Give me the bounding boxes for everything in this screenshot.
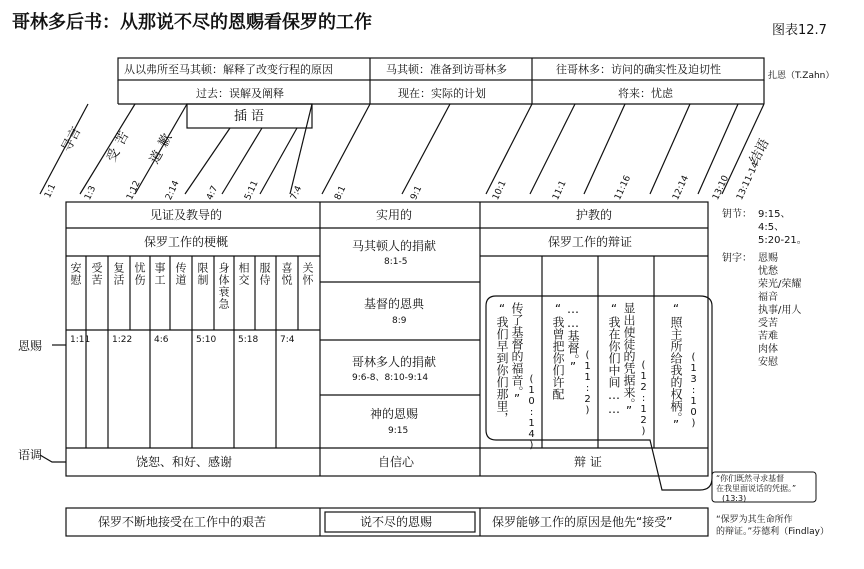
verse-ref: 1:3 bbox=[83, 184, 99, 202]
column-label: 身体衰急 bbox=[217, 262, 230, 310]
key-word: 忧愁 bbox=[758, 266, 778, 277]
column-label: 服侍 bbox=[258, 262, 271, 286]
middle-item-ref: 8:9 bbox=[392, 316, 407, 326]
top-row2-cell: 将来：忧虑 bbox=[618, 87, 673, 100]
section-head-practical: 实用的 bbox=[376, 208, 413, 222]
column-label: 传道 bbox=[174, 262, 187, 286]
quote-ref: (11:2) bbox=[582, 350, 593, 416]
key-word: 荣光/荣耀 bbox=[758, 279, 802, 290]
column-label: 复活 bbox=[112, 262, 125, 286]
quote-ref: (12:12) bbox=[638, 360, 649, 437]
verse-ref: 10:1 bbox=[491, 179, 509, 202]
middle-item-ref: 8:1-5 bbox=[384, 257, 408, 267]
top-row1-cell: 往哥林多：访问的确实性及迫切性 bbox=[556, 63, 721, 76]
quote-ref: (10:14) bbox=[526, 374, 537, 451]
verse-ref: 9:1 bbox=[409, 184, 425, 202]
slant-label-intro: 导言 bbox=[59, 124, 85, 155]
key-verse: 9:15、 bbox=[758, 209, 791, 220]
quote-text: 显出使徒的凭据来。” bbox=[622, 302, 636, 418]
callout-ref: (13:3) bbox=[722, 494, 747, 503]
page-title: 哥林多后书：从那说不尽的恩赐看保罗的工作 bbox=[12, 12, 372, 33]
top-row2-cell: 现在：实际的计划 bbox=[398, 87, 486, 100]
column-label: 事工 bbox=[153, 262, 166, 286]
verse-ref: 13:10 bbox=[711, 174, 732, 202]
quote-ref: (13:10) bbox=[688, 352, 699, 429]
column-label: 相交 bbox=[237, 262, 250, 286]
tone-row-label: 语调 bbox=[18, 448, 43, 462]
findlay-note: “保罗为其生命所作 bbox=[716, 515, 793, 525]
verse-ref: 5:11 bbox=[243, 179, 261, 202]
key-words-label: 钥字： bbox=[722, 253, 752, 264]
middle-item-name: 哥林多人的捐献 bbox=[352, 355, 437, 369]
findlay-note: 的辩证。”芬德利（Findlay） bbox=[716, 527, 829, 537]
column-label: 安慰 bbox=[69, 262, 82, 286]
sub-head-defense: 保罗工作的辩证 bbox=[548, 235, 633, 249]
quote-text: “我在你们中间…… bbox=[607, 302, 621, 416]
quote-text: “我们早到你们那里， bbox=[495, 302, 509, 424]
verse-ref: 2:14 bbox=[164, 179, 182, 202]
tone-cell: 自信心 bbox=[378, 455, 415, 469]
column-label: 喜悦 bbox=[280, 262, 293, 286]
grace-ref: 1:11 bbox=[70, 335, 91, 345]
callout-line: 在我里面说话的凭据。” bbox=[716, 484, 797, 493]
column-label: 关怀 bbox=[301, 262, 314, 286]
slant-label-closing: 结语 bbox=[747, 136, 773, 167]
key-word: 恩赐 bbox=[758, 253, 778, 264]
key-verse: 4:5、 bbox=[758, 222, 785, 233]
verse-ref: 8:1 bbox=[333, 184, 349, 202]
column-label: 受苦 bbox=[90, 262, 103, 286]
verse-ref: 4:7 bbox=[205, 184, 221, 202]
slant-label-apology: 道歉 bbox=[147, 125, 179, 167]
key-word: 苦难 bbox=[758, 331, 778, 342]
quote-text: “照主所给我的权柄。” bbox=[669, 302, 683, 432]
key-word: 肉体 bbox=[758, 344, 778, 355]
verse-ref: 1:1 bbox=[43, 182, 59, 200]
key-word: 安慰 bbox=[758, 357, 778, 368]
sub-head-outline: 保罗工作的梗概 bbox=[144, 235, 229, 249]
bottom-cell: 保罗不断地接受在工作中的艰苦 bbox=[98, 515, 267, 529]
key-word: 受苦 bbox=[758, 318, 778, 329]
grace-ref: 1:22 bbox=[112, 335, 133, 345]
top-row1-cell: 从以弗所至马其顿：解释了改变行程的原因 bbox=[124, 63, 333, 76]
grace-ref: 5:18 bbox=[238, 335, 259, 345]
tone-cell: 饶恕、和好、感谢 bbox=[136, 455, 233, 469]
verse-ref: 11:1 bbox=[551, 179, 569, 202]
quote-text: 传了基督的福音。” bbox=[510, 302, 524, 406]
quote-text: “我曾把你们许配 bbox=[551, 302, 565, 400]
middle-item-name: 神的恩赐 bbox=[370, 407, 419, 421]
verse-ref: 12:14 bbox=[671, 174, 692, 202]
callout-line: “你们既然寻求基督 bbox=[716, 474, 785, 483]
key-verse: 5:20-21。 bbox=[758, 235, 807, 246]
middle-item-ref: 9:6-8、8:10-9:14 bbox=[352, 373, 429, 383]
top-row2-cell: 过去：误解及阐释 bbox=[196, 87, 284, 100]
grace-ref: 4:6 bbox=[154, 335, 169, 345]
grace-ref: 7:4 bbox=[280, 335, 295, 345]
column-label: 限制 bbox=[196, 262, 209, 286]
verse-ref: 11:16 bbox=[613, 174, 634, 202]
section-head-apologetic: 护教的 bbox=[576, 208, 613, 222]
quote-text: ……基督。” bbox=[566, 302, 580, 374]
tone-cell: 辩 证 bbox=[574, 455, 602, 469]
grace-ref: 5:10 bbox=[196, 335, 217, 345]
key-word: 福音 bbox=[758, 292, 778, 303]
key-word: 执事/用人 bbox=[758, 305, 802, 316]
top-row1-cell: 马其顿：准备到访哥林多 bbox=[386, 63, 507, 76]
chart-label: 图表12.7 bbox=[772, 23, 827, 38]
bottom-cell: 保罗能够工作的原因是他先“接受” bbox=[492, 515, 673, 529]
verse-ref: 1:12 bbox=[125, 179, 143, 202]
zahn-note: 扎恩（T.Zahn） bbox=[768, 71, 835, 81]
slant-label-insert: 插语 bbox=[234, 109, 269, 124]
bottom-cell-highlight: 说不尽的恩赐 bbox=[360, 515, 433, 529]
key-verses-label: 钥节： bbox=[722, 209, 752, 220]
middle-item-name: 马其顿人的捐献 bbox=[352, 239, 437, 253]
slant-label-suffering: 受苦 bbox=[104, 123, 136, 165]
middle-item-ref: 9:15 bbox=[388, 426, 409, 436]
grace-row-label: 恩赐 bbox=[18, 339, 43, 353]
section-head-witness: 见证及教导的 bbox=[150, 208, 223, 222]
verse-ref: 7:4 bbox=[289, 184, 305, 202]
middle-item-name: 基督的恩典 bbox=[364, 297, 425, 311]
verse-ref: 13:11-14 bbox=[735, 160, 762, 202]
column-label: 忧伤 bbox=[133, 262, 146, 286]
